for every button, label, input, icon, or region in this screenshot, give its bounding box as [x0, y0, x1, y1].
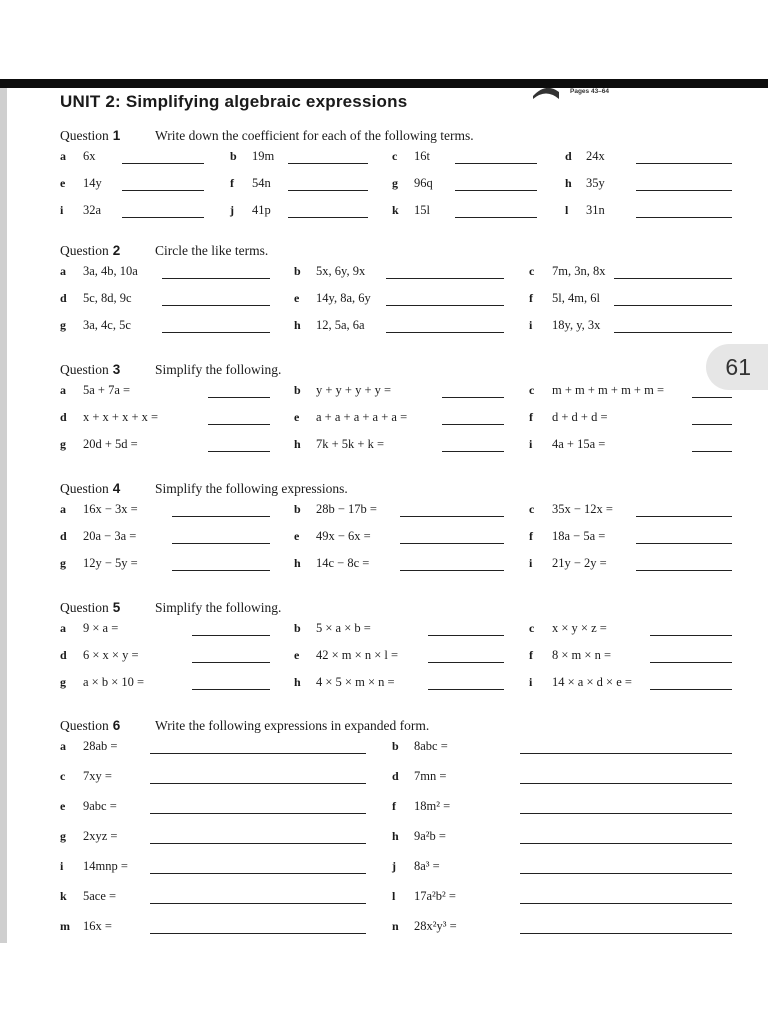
q6-answer-line[interactable]: [520, 843, 732, 844]
q3-answer-line[interactable]: [442, 451, 504, 452]
q2-item-letter: b: [294, 264, 301, 278]
q2-item-expression: 18y, y, 3x: [552, 318, 601, 332]
q1-answer-line[interactable]: [122, 190, 204, 191]
q4-answer-line[interactable]: [172, 570, 270, 571]
q3-item-letter: c: [529, 383, 535, 397]
q3-item-expression: m + m + m + m + m =: [552, 383, 664, 397]
q1-item-letter: g: [392, 176, 398, 190]
q6-answer-line[interactable]: [520, 753, 732, 754]
q6-item-letter: g: [60, 829, 66, 843]
q2-item-letter: h: [294, 318, 301, 332]
q6-item-expression: 16x =: [83, 919, 112, 933]
q5-item-letter: e: [294, 648, 300, 662]
q4-item-expression: 35x − 12x =: [552, 502, 613, 516]
q4-item-expression: 21y − 2y =: [552, 556, 607, 570]
q1-item-letter: a: [60, 149, 66, 163]
q1-item-letter: e: [60, 176, 66, 190]
q3-answer-line[interactable]: [442, 424, 504, 425]
q5-answer-line[interactable]: [192, 635, 270, 636]
question-label: Question: [60, 718, 109, 733]
q4-answer-line[interactable]: [172, 543, 270, 544]
q6-item-letter: k: [60, 889, 67, 903]
q1-item-letter: d: [565, 149, 572, 163]
q3-item-letter: a: [60, 383, 66, 397]
q2-item-expression: 5x, 6y, 9x: [316, 264, 366, 278]
q6-item-expression: 8a³ =: [414, 859, 440, 873]
q2-item-expression: 14y, 8a, 6y: [316, 291, 371, 305]
q4-item-letter: i: [529, 556, 533, 570]
q6-answer-line[interactable]: [520, 903, 732, 904]
q4-item-letter: f: [529, 529, 533, 543]
q1-item-expression: 14y: [83, 176, 102, 190]
q2-item-expression: 5c, 8d, 9c: [83, 291, 132, 305]
page-number-tab: 61: [706, 344, 768, 390]
q5-item-expression: 9 × a =: [83, 621, 119, 635]
q1-instruction: Write down the coefficient for each of the following terms.: [155, 128, 474, 143]
pages-badge-shape: [532, 86, 560, 100]
q2-item-letter: d: [60, 291, 67, 305]
q6-item-letter: b: [392, 739, 399, 753]
q6-item-expression: 2xyz =: [83, 829, 118, 843]
q6-item-letter: c: [60, 769, 66, 783]
q4-item-letter: a: [60, 502, 66, 516]
q1-answer-line[interactable]: [455, 163, 537, 164]
q4-heading: [60, 481, 120, 497]
q4-item-expression: 28b − 17b =: [316, 502, 377, 516]
q5-item-expression: a × b × 10 =: [83, 675, 145, 689]
q6-answer-line[interactable]: [520, 933, 732, 934]
q5-item-letter: d: [60, 648, 67, 662]
q5-answer-line[interactable]: [428, 635, 504, 636]
q3-item-expression: 7k + 5k + k =: [316, 437, 385, 451]
q6-item-letter: h: [392, 829, 399, 843]
q6-item-expression: 28x²y³ =: [414, 919, 457, 933]
q4-item-expression: 49x − 6x =: [316, 529, 371, 543]
q4-answer-line[interactable]: [400, 570, 504, 571]
q6-item-expression: 18m² =: [414, 799, 451, 813]
q1-item-letter: k: [392, 203, 399, 217]
q3-instruction: Simplify the following.: [155, 362, 282, 377]
q5-item-letter: i: [529, 675, 533, 689]
question-number: 4: [112, 481, 121, 496]
q5-answer-line[interactable]: [192, 662, 270, 663]
question-number: 1: [112, 128, 121, 143]
q5-item-letter: a: [60, 621, 66, 635]
q4-item-letter: b: [294, 502, 301, 516]
q1-item-letter: b: [230, 149, 237, 163]
q1-item-letter: c: [392, 149, 398, 163]
q4-instruction: Simplify the following expressions.: [155, 481, 348, 496]
q4-answer-line[interactable]: [400, 543, 504, 544]
q6-item-letter: l: [392, 889, 396, 903]
q2-item-expression: 3a, 4c, 5c: [83, 318, 131, 332]
q1-answer-line[interactable]: [122, 217, 204, 218]
question-label: Question: [60, 128, 109, 143]
q3-item-letter: d: [60, 410, 67, 424]
q1-answer-line[interactable]: [455, 217, 537, 218]
q6-answer-line[interactable]: [150, 813, 366, 814]
q1-answer-line[interactable]: [636, 217, 732, 218]
question-label: Question: [60, 243, 109, 258]
q5-item-expression: 4 × 5 × m × n =: [316, 675, 395, 689]
q1-item-expression: 54n: [252, 176, 271, 190]
q5-answer-line[interactable]: [650, 662, 732, 663]
q1-item-expression: 24x: [586, 149, 605, 163]
q2-answer-line[interactable]: [162, 332, 270, 333]
q1-answer-line[interactable]: [636, 163, 732, 164]
q1-answer-line[interactable]: [288, 190, 368, 191]
q6-item-letter: e: [60, 799, 66, 813]
q6-item-expression: 9abc =: [83, 799, 117, 813]
q3-answer-line[interactable]: [442, 397, 504, 398]
q6-answer-line[interactable]: [150, 873, 366, 874]
q5-item-expression: 5 × a × b =: [316, 621, 371, 635]
q6-item-letter: m: [60, 919, 70, 933]
q3-item-expression: 4a + 15a =: [552, 437, 606, 451]
q5-answer-line[interactable]: [192, 689, 270, 690]
q2-item-letter: i: [529, 318, 533, 332]
q1-answer-line[interactable]: [636, 190, 732, 191]
q3-item-expression: d + d + d =: [552, 410, 608, 424]
q5-item-letter: h: [294, 675, 301, 689]
q2-answer-line[interactable]: [162, 278, 270, 279]
q2-answer-line[interactable]: [386, 332, 504, 333]
q2-heading: [60, 243, 120, 259]
question-number: 3: [112, 362, 121, 377]
question-number: 6: [112, 718, 121, 733]
q6-item-expression: 7xy =: [83, 769, 112, 783]
q5-item-expression: x × y × z =: [552, 621, 607, 635]
q5-item-expression: 6 × x × y =: [83, 648, 139, 662]
q6-heading: [60, 718, 120, 734]
q1-item-expression: 41p: [252, 203, 271, 217]
q4-item-letter: g: [60, 556, 66, 570]
q5-item-letter: b: [294, 621, 301, 635]
unit-title: UNIT 2: Simplifying algebraic expressions: [60, 92, 408, 111]
q5-item-letter: f: [529, 648, 533, 662]
q6-item-letter: i: [60, 859, 64, 873]
q1-item-expression: 96q: [414, 176, 433, 190]
q6-instruction: Write the following expressions in expanded form.: [155, 718, 430, 733]
q4-answer-line[interactable]: [172, 516, 270, 517]
q1-answer-line[interactable]: [288, 163, 368, 164]
q3-item-expression: 5a + 7a =: [83, 383, 131, 397]
q2-item-expression: 3a, 4b, 10a: [83, 264, 138, 278]
q6-item-expression: 5ace =: [83, 889, 117, 903]
q5-answer-line[interactable]: [650, 635, 732, 636]
q1-item-expression: 15l: [414, 203, 430, 217]
q4-item-expression: 12y − 5y =: [83, 556, 138, 570]
q3-answer-line[interactable]: [208, 451, 270, 452]
q1-item-expression: 19m: [252, 149, 275, 163]
question-number: 5: [112, 600, 121, 615]
q5-item-expression: 42 × m × n × l =: [316, 648, 399, 662]
q6-answer-line[interactable]: [150, 843, 366, 844]
q4-item-expression: 20a − 3a =: [83, 529, 137, 543]
q4-item-letter: d: [60, 529, 67, 543]
q4-item-letter: h: [294, 556, 301, 570]
q3-answer-line[interactable]: [208, 424, 270, 425]
q2-answer-line[interactable]: [386, 278, 504, 279]
q6-item-expression: 7mn =: [414, 769, 447, 783]
q1-answer-line[interactable]: [122, 163, 204, 164]
pages-label: Pages 43–64: [570, 88, 610, 95]
q6-item-expression: 8abc =: [414, 739, 448, 753]
q5-item-expression: 8 × m × n =: [552, 648, 611, 662]
q1-item-letter: h: [565, 176, 572, 190]
q1-answer-line[interactable]: [288, 217, 368, 218]
q4-item-letter: e: [294, 529, 300, 543]
q1-item-letter: f: [230, 176, 234, 190]
q2-instruction: Circle the like terms.: [155, 243, 269, 258]
q5-item-letter: g: [60, 675, 66, 689]
q3-item-expression: y + y + y + y =: [316, 383, 392, 397]
q1-item-expression: 32a: [83, 203, 102, 217]
q4-item-expression: 18a − 5a =: [552, 529, 606, 543]
q6-item-letter: f: [392, 799, 396, 813]
q1-item-letter: i: [60, 203, 64, 217]
q4-answer-line[interactable]: [636, 570, 732, 571]
q5-heading: [60, 600, 120, 616]
q2-item-expression: 12, 5a, 6a: [316, 318, 365, 332]
q3-item-letter: g: [60, 437, 66, 451]
q3-item-letter: h: [294, 437, 301, 451]
q3-item-letter: f: [529, 410, 533, 424]
q5-item-expression: 14 × a × d × e =: [552, 675, 632, 689]
question-label: Question: [60, 600, 109, 615]
q1-item-expression: 35y: [586, 176, 605, 190]
question-label: Question: [60, 362, 109, 377]
q6-answer-line[interactable]: [520, 783, 732, 784]
q5-answer-line[interactable]: [650, 689, 732, 690]
q6-item-expression: 28ab =: [83, 739, 118, 753]
q3-item-expression: x + x + x + x =: [83, 410, 159, 424]
q6-answer-line[interactable]: [150, 783, 366, 784]
q1-item-letter: l: [565, 203, 569, 217]
q6-answer-line[interactable]: [150, 753, 366, 754]
q4-answer-line[interactable]: [636, 543, 732, 544]
q6-item-expression: 9a²b =: [414, 829, 446, 843]
q2-answer-line[interactable]: [614, 332, 732, 333]
q4-item-expression: 16x − 3x =: [83, 502, 138, 516]
q3-item-letter: i: [529, 437, 533, 451]
q3-heading: [60, 362, 120, 378]
q6-item-expression: 14mnp =: [83, 859, 128, 873]
q4-answer-line[interactable]: [636, 516, 732, 517]
q1-item-letter: j: [230, 203, 234, 217]
q3-answer-line[interactable]: [208, 397, 270, 398]
q6-item-letter: d: [392, 769, 399, 783]
q3-item-letter: b: [294, 383, 301, 397]
q6-answer-line[interactable]: [150, 933, 366, 934]
q3-answer-line[interactable]: [692, 451, 732, 452]
q2-item-expression: 5l, 4m, 6l: [552, 291, 600, 305]
q3-answer-line[interactable]: [692, 397, 732, 398]
q5-answer-line[interactable]: [428, 662, 504, 663]
q2-answer-line[interactable]: [614, 278, 732, 279]
top-border-bar: [0, 79, 768, 88]
q2-item-letter: c: [529, 264, 535, 278]
q1-answer-line[interactable]: [455, 190, 537, 191]
q5-answer-line[interactable]: [428, 689, 504, 690]
q5-item-letter: c: [529, 621, 535, 635]
q2-item-letter: a: [60, 264, 66, 278]
q4-item-expression: 14c − 8c =: [316, 556, 370, 570]
q1-item-expression: 6x: [83, 149, 96, 163]
question-number: 2: [112, 243, 121, 258]
q6-answer-line[interactable]: [150, 903, 366, 904]
q6-item-letter: a: [60, 739, 66, 753]
q6-item-letter: j: [392, 859, 396, 873]
q3-answer-line[interactable]: [692, 424, 732, 425]
left-margin-bar: [0, 88, 7, 943]
q6-answer-line[interactable]: [520, 813, 732, 814]
q2-item-letter: g: [60, 318, 66, 332]
q2-answer-line[interactable]: [386, 305, 504, 306]
q6-item-letter: n: [392, 919, 399, 933]
q2-item-letter: f: [529, 291, 533, 305]
q2-answer-line[interactable]: [614, 305, 732, 306]
q6-item-expression: 17a²b² =: [414, 889, 456, 903]
q1-heading: [60, 128, 120, 144]
q3-item-letter: e: [294, 410, 300, 424]
q2-item-expression: 7m, 3n, 8x: [552, 264, 606, 278]
q6-answer-line[interactable]: [520, 873, 732, 874]
q4-item-letter: c: [529, 502, 535, 516]
q3-item-expression: 20d + 5d =: [83, 437, 138, 451]
question-label: Question: [60, 481, 109, 496]
q3-item-expression: a + a + a + a + a =: [316, 410, 408, 424]
q5-instruction: Simplify the following.: [155, 600, 282, 615]
q4-answer-line[interactable]: [400, 516, 504, 517]
q2-answer-line[interactable]: [162, 305, 270, 306]
q2-item-letter: e: [294, 291, 300, 305]
q1-item-expression: 31n: [586, 203, 605, 217]
q1-item-expression: 16t: [414, 149, 430, 163]
